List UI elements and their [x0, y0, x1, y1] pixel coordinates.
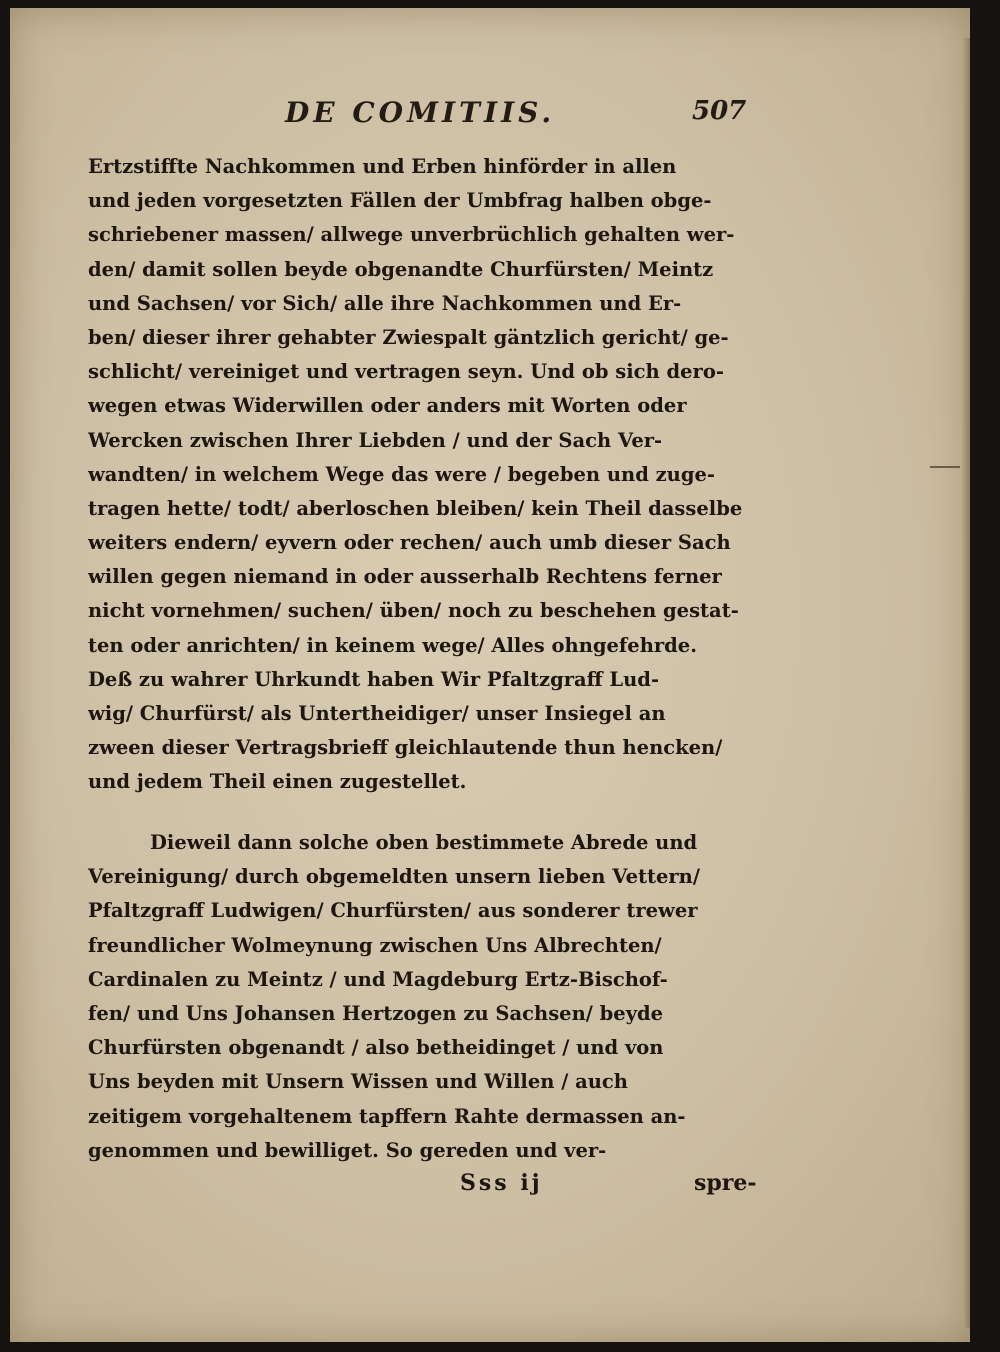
text-line: fen/ und Uns Johansen Hertzogen zu Sachsen/ beyde [88, 1001, 664, 1025]
text-line: willen gegen niemand in oder ausserhalb Rechtens ferner [88, 565, 722, 589]
text-line: tragen hette/ todt/ aberloschen bleiben/ kein Theil dasselbe [88, 496, 743, 520]
text-line: und jeden vorgesetzten Fällen der Umbfrag halben obge- [88, 189, 712, 213]
margin-mark [930, 466, 960, 468]
text-line: wandten/ in welchem Wege das were / begeben und zuge- [88, 462, 715, 486]
text-line: ben/ dieser ihrer gehabter Zwiespalt gäntzlich gericht/ ge- [88, 325, 729, 349]
running-head [10, 96, 970, 136]
text-line: zeitigem vorgehaltenem tapffern Rahte dermassen an- [88, 1104, 686, 1128]
text-line: schlicht/ vereiniget und vertragen seyn. Und ob sich dero- [88, 360, 724, 384]
catchword: spre- [694, 1170, 757, 1196]
text-line: Wercken zwischen Ihrer Liebden / und der Sach Ver- [88, 428, 663, 452]
text-line: weiters endern/ eyvern oder rechen/ auch umb dieser Sach [88, 531, 731, 555]
text-line: und jedem Theil einen zugestellet. [88, 770, 467, 794]
text-line: Vereinigung/ durch obgemeldten unsern lieben Vettern/ [88, 865, 700, 889]
text-line: Uns beyden mit Unsern Wissen und Willen / auch [88, 1070, 628, 1094]
text-line: ten oder anrichten/ in keinem wege/ Alles ohngefehrde. [88, 633, 697, 657]
text-line: den/ damit sollen beyde obgenandte Churfürsten/ Meintz [88, 257, 714, 281]
book-page [10, 8, 970, 1342]
page-number: 507 [692, 96, 747, 126]
text-line: wig/ Churfürst/ als Untertheidiger/ unser Insiegel an [88, 702, 666, 725]
text-line: zween dieser Vertragsbrieff gleichlautende thun hencken/ [88, 736, 723, 760]
text-line: Churfürsten obgenandt / also betheidinget / und von [88, 1036, 664, 1060]
running-title: DE COMITIIS. [285, 96, 556, 129]
text-line: wegen etwas Widerwillen oder anders mit Worten oder [88, 394, 687, 418]
text-line: Cardinalen zu Meintz / und Magdeburg Ertz-Bischof- [88, 967, 668, 991]
text-line: Ertzstiffte Nachkommen und Erben hinförder in allen [88, 155, 677, 178]
page-footer [88, 1170, 760, 1206]
paragraph-1 [88, 150, 760, 800]
text-line: Deß zu wahrer Uhrkundt haben Wir Pfaltzgraff Lud- [88, 667, 660, 691]
text-line: genommen und bewilliget. So gereden und ver- [88, 1138, 607, 1162]
text-line: Pfaltzgraff Ludwigen/ Churfürsten/ aus sonderer trewer [88, 899, 698, 923]
text-line: schriebener massen/ allwege unverbrüchlich gehalten wer- [88, 223, 735, 247]
page-edge [962, 38, 970, 1328]
text-line: freundlicher Wolmeynung zwischen Uns Albrechten/ [88, 933, 662, 957]
signature-mark: Sss ij [460, 1170, 543, 1196]
text-line: und Sachsen/ vor Sich/ alle ihre Nachkommen und Er- [88, 291, 682, 315]
text-line: nicht vornehmen/ suchen/ üben/ noch zu beschehen gestat- [88, 599, 739, 623]
paragraph-2 [88, 826, 760, 1168]
text-line: Dieweil dann solche oben bestimmete Abrede und [150, 831, 698, 854]
